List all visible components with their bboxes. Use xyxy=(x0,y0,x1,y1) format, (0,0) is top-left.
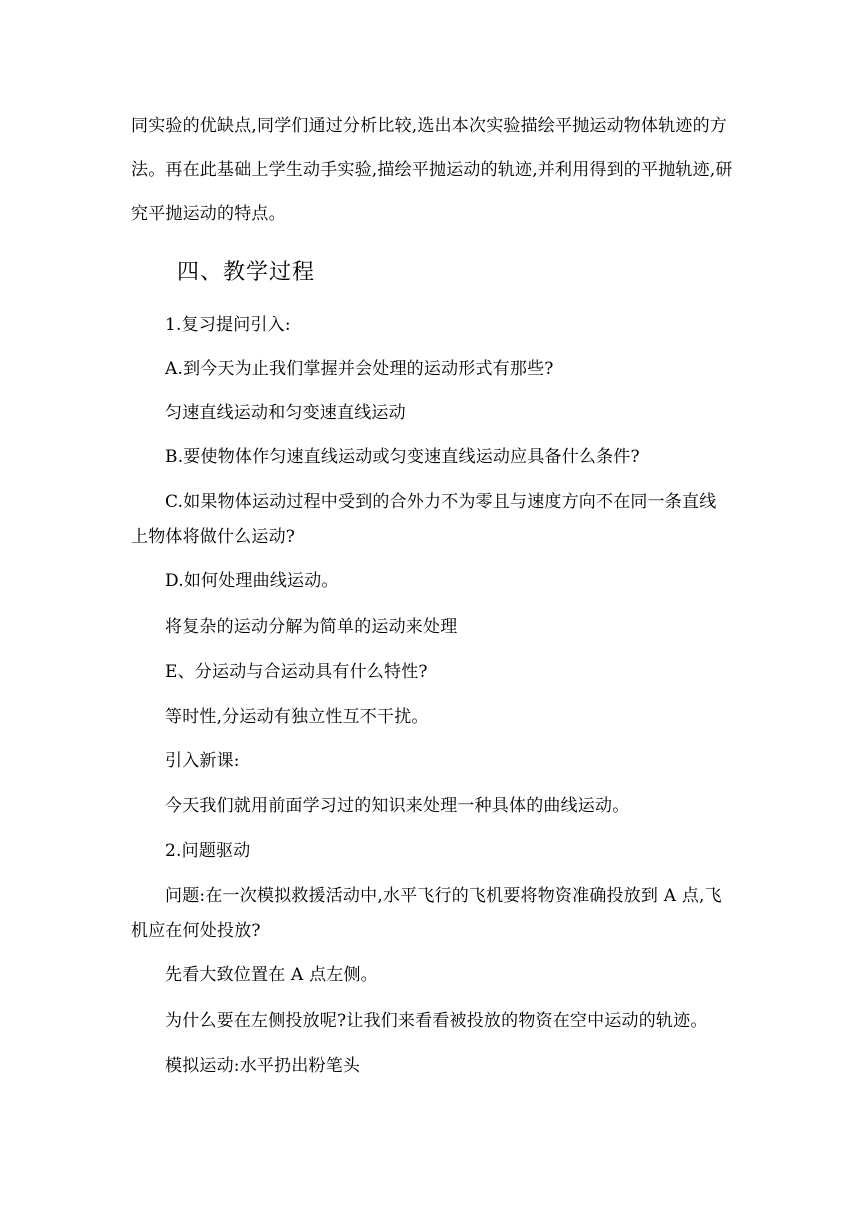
intro-line-3: 究平抛运动的特点。 xyxy=(131,204,286,224)
paragraph-why-left: 为什么要在左侧投放呢?让我们来看看被投放的物资在空中运动的轨迹。 xyxy=(165,1011,708,1031)
paragraph-question-c-line1: C.如果物体运动过程中受到的合外力不为零且与速度方向不在同一条直线 xyxy=(165,492,717,512)
paragraph-new-lesson-text: 今天我们就用前面学习过的知识来处理一种具体的曲线运动。 xyxy=(165,796,630,816)
paragraph-position-hint: 先看大致位置在 A 点左侧。 xyxy=(165,965,378,985)
paragraph-answer-a: 匀速直线运动和匀变速直线运动 xyxy=(165,403,406,423)
paragraph-question-c-line2: 上物体将做什么运动? xyxy=(131,527,296,547)
intro-line-2: 法。再在此基础上学生动手实验,描绘平抛运动的轨迹,并利用得到的平抛轨迹,研 xyxy=(131,160,733,180)
paragraph-question-d: D.如何处理曲线运动。 xyxy=(165,571,339,591)
paragraph-problem-line1: 问题:在一次模拟救援活动中,水平飞行的飞机要将物资准确投放到 A 点,飞 xyxy=(165,886,722,906)
paragraph-simulation: 模拟运动:水平扔出粉笔头 xyxy=(165,1056,361,1076)
paragraph-question-a: A.到今天为止我们掌握并会处理的运动形式有那些? xyxy=(165,359,554,379)
section-heading: 四、教学过程 xyxy=(177,260,316,285)
paragraph-question-e: E、分运动与合运动具有什么特性? xyxy=(165,662,428,682)
paragraph-problem-line2: 机应在何处投放? xyxy=(131,921,261,941)
paragraph-answer-d: 将复杂的运动分解为简单的运动来处理 xyxy=(165,617,458,637)
intro-line-1: 同实验的优缺点,同学们通过分析比较,选出本次实验描绘平抛运动物体轨迹的方 xyxy=(131,116,728,136)
paragraph-new-lesson-label: 引入新课: xyxy=(165,751,240,771)
paragraph-problem-driven: 2.问题驱动 xyxy=(165,841,251,861)
paragraph-question-b: B.要使物体作匀速直线运动或匀变速直线运动应具备什么条件? xyxy=(165,447,640,467)
paragraph-answer-e: 等时性,分运动有独立性互不干扰。 xyxy=(165,707,429,727)
paragraph-review-intro: 1.复习提问引入: xyxy=(165,315,291,335)
